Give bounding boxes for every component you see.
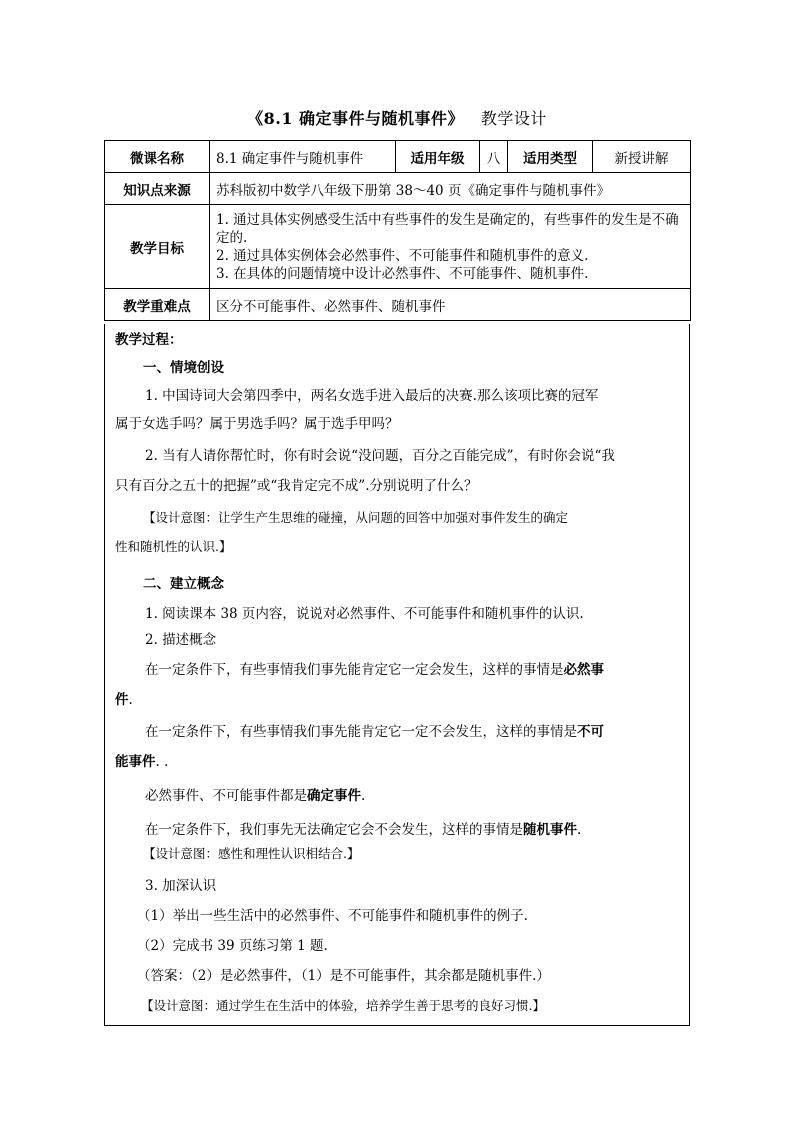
title-suffix: 教学设计 [480,109,547,128]
lesson-info-table [104,140,691,321]
section-1-paragraph-1: 1. 中国诗词大会第四季中，两名女选手进入最后的决赛.那么该项比赛的冠军 [145,388,599,404]
source-label: 知识点来源 [105,173,210,205]
table-row [105,141,691,173]
type-label: 适用类型 [508,141,593,173]
section-3-title: 3. 加深认识 [145,878,217,894]
section-3-item-1: （1）举出一些生活中的必然事件、不可能事件和随机事件的例子. [137,908,528,924]
key-points-label: 教学重难点 [105,289,210,321]
section-1-paragraph-2-cont: 只有百分之五十的把握”或“我肯定完不成”.分别说明了什么？ [115,478,478,494]
definition-determined: 必然事件、不可能事件都是确定事件. [145,788,366,804]
goals-label: 教学目标 [105,205,210,289]
teaching-process [104,324,690,1026]
definition-random: 在一定条件下，我们事先无法确定它会不会发生，这样的事情是随机事件. [145,822,582,838]
section-1-title: 一、情境创设 [143,360,224,376]
key-points-value: 区分不可能事件、必然事件、随机事件 [210,289,691,321]
goals-list [210,205,691,289]
process-heading: 教学过程： [115,332,183,348]
section-1-intent: 【设计意图：让学生产生思维的碰撞，从问题的回答中加强对事件发生的确定 [143,510,569,525]
goal-item: 1. 通过具体实例感受生活中有些事件的发生是确定的，有些事件的发生是不确定的. [216,211,679,246]
section-1-paragraph-2: 2. 当有人请你帮忙时，你有时会说“没问题，百分之百能完成”，有时你会说“我 [145,448,615,464]
definition-impossible: 在一定条件下，有些事情我们事先能肯定它一定不会发生，这样的事情是不可 [145,724,604,740]
section-2-title: 二、建立概念 [143,576,224,592]
course-name-value: 8.1 确定事件与随机事件 [210,141,396,173]
definition-certain: 在一定条件下，有些事情我们事先能肯定它一定会发生，这样的事情是必然事 [145,662,604,678]
table-row [105,173,691,205]
section-1-intent-cont: 性和随机性的认识.】 [115,539,232,554]
table-row [105,205,691,289]
section-3-item-2: （2）完成书 39 页练习第 1 题. [137,938,328,954]
table-row [105,289,691,321]
course-name-label: 微课名称 [105,141,210,173]
source-value: 苏科版初中数学八年级下册第 38～40 页《确定事件与随机事件》 [210,173,691,205]
title-main: 《8.1 确定事件与随机事件》 [247,109,465,128]
section-2-item-1: 1. 阅读课本 38 页内容，说说对必然事件、不可能事件和随机事件的认识. [145,606,584,622]
grade-label: 适用年级 [396,141,480,173]
goal-item: 3. 在具体的问题情境中设计必然事件、不可能事件、随机事件. [216,265,589,282]
section-1-paragraph-1-cont: 属于女选手吗？属于男选手吗？属于选手甲吗？ [115,416,399,432]
section-3-intent: 【设计意图：通过学生在生活中的体验，培养学生善于思考的良好习惯.】 [141,998,545,1013]
type-value: 新授讲解 [593,141,691,173]
grade-value: 八 [480,141,508,173]
definition-impossible-cont: 能事件. . [115,754,169,770]
document-title [0,106,794,129]
definition-certain-cont: 件. [115,692,133,708]
section-3-answer: （答案：（2）是必然事件，（1）是不可能事件，其余都是随机事件.） [137,968,550,984]
section-2-intent: 【设计意图：感性和理性认识相结合.】 [143,846,360,861]
goal-item: 2. 通过具体实例体会必然事件、不可能事件和随机事件的意义. [216,247,589,264]
section-2-item-2: 2. 描述概念 [145,632,217,648]
